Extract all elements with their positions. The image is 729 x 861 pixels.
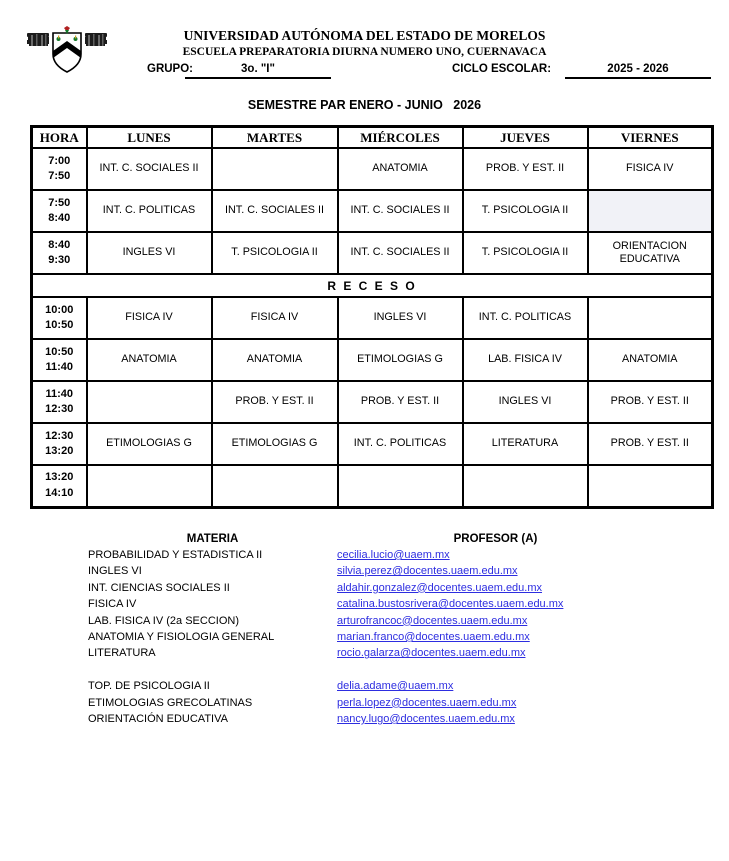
schedule-row bbox=[32, 297, 713, 339]
time-range-cell: 10:50 11:40 bbox=[32, 339, 87, 381]
class-cell: PROB. Y EST. II bbox=[463, 148, 588, 190]
class-cell bbox=[87, 465, 212, 507]
class-cell bbox=[588, 297, 713, 339]
profesor-email-link[interactable]: marian.franco@docentes.uaem.edu.mx bbox=[337, 630, 530, 643]
time-range-cell: 8:40 9:30 bbox=[32, 232, 87, 274]
class-cell: ORIENTACION EDUCATIVA bbox=[588, 232, 713, 274]
class-cell: PROB. Y EST. II bbox=[338, 381, 463, 423]
day-column-header: MIÉRCOLES bbox=[338, 127, 463, 149]
class-cell: T. PSICOLOGIA II bbox=[463, 232, 588, 274]
class-cell: ANATOMIA bbox=[338, 148, 463, 190]
class-cell bbox=[87, 381, 212, 423]
profesor-email-link[interactable]: silvia.perez@docentes.uaem.edu.mx bbox=[337, 565, 518, 578]
class-cell: LAB. FISICA IV bbox=[463, 339, 588, 381]
class-cell: ETIMOLOGIAS G bbox=[338, 339, 463, 381]
materia-name: TOP. DE PSICOLOGIA II bbox=[88, 680, 210, 693]
profesor-email-link[interactable]: nancy.lugo@docentes.uaem.edu.mx bbox=[337, 712, 515, 725]
hora-column-header: HORA bbox=[32, 127, 87, 149]
time-range-cell: 13:20 14:10 bbox=[32, 465, 87, 507]
class-cell: INGLES VI bbox=[463, 381, 588, 423]
class-cell: INT. C. POLITICAS bbox=[87, 190, 212, 232]
materia-name bbox=[88, 662, 337, 678]
schedule-row bbox=[32, 190, 713, 232]
schedule-row bbox=[32, 465, 713, 507]
class-cell: T. PSICOLOGIA II bbox=[212, 232, 338, 274]
materia-column-header: MATERIA bbox=[186, 532, 239, 545]
schedule-header-row bbox=[32, 127, 713, 149]
profesor-email-link[interactable]: delia.adame@uaem.mx bbox=[337, 680, 454, 693]
faculty-row bbox=[88, 678, 654, 694]
class-cell: FISICA IV bbox=[212, 297, 338, 339]
faculty-row bbox=[88, 596, 654, 612]
profesor-email-link[interactable]: aldahir.gonzalez@docentes.uaem.edu.mx bbox=[337, 581, 543, 594]
time-range-cell: 7:00 7:50 bbox=[32, 148, 87, 190]
faculty-headers bbox=[88, 531, 654, 547]
faculty-row bbox=[88, 695, 654, 711]
profesor-email-link[interactable]: catalina.bustosrivera@docentes.uaem.edu.mx bbox=[337, 598, 564, 611]
class-cell: PROB. Y EST. II bbox=[588, 423, 713, 465]
day-column-header: JUEVES bbox=[463, 127, 588, 149]
class-cell: INT. C. SOCIALES II bbox=[338, 190, 463, 232]
schedule-row bbox=[32, 232, 713, 274]
class-cell: INGLES VI bbox=[338, 297, 463, 339]
semester-title: SEMESTRE PAR ENERO - JUNIO 2026 bbox=[247, 98, 482, 112]
grupo-value: 3o. "I" bbox=[185, 63, 331, 79]
class-cell: PROB. Y EST. II bbox=[212, 381, 338, 423]
materia-name: LITERATURA bbox=[88, 647, 156, 660]
profesor-email-link[interactable]: perla.lopez@docentes.uaem.edu.mx bbox=[337, 696, 517, 709]
class-cell bbox=[463, 465, 588, 507]
receso-row bbox=[32, 274, 713, 297]
materia-name: PROBABILIDAD Y ESTADISTICA II bbox=[88, 548, 263, 561]
time-range-cell: 7:50 8:40 bbox=[32, 190, 87, 232]
materia-name: FISICA IV bbox=[88, 598, 137, 611]
receso-cell: R E C E S O bbox=[32, 274, 713, 297]
faculty-row bbox=[88, 580, 654, 596]
class-cell: ETIMOLOGIAS G bbox=[212, 423, 338, 465]
class-cell: FISICA IV bbox=[588, 148, 713, 190]
class-cell: ANATOMIA bbox=[87, 339, 212, 381]
materia-name: LAB. FISICA IV (2a SECCION) bbox=[88, 614, 239, 627]
time-range-cell: 12:30 13:20 bbox=[32, 423, 87, 465]
class-cell bbox=[588, 190, 713, 232]
schedule-row bbox=[32, 339, 713, 381]
class-cell: INT. C. SOCIALES II bbox=[212, 190, 338, 232]
schedule-row bbox=[32, 423, 713, 465]
day-column-header: MARTES bbox=[212, 127, 338, 149]
group-cycle-row bbox=[0, 63, 729, 83]
time-range-cell: 10:00 10:50 bbox=[32, 297, 87, 339]
materia-name: INGLES VI bbox=[88, 565, 142, 578]
schedule-table bbox=[30, 125, 714, 509]
class-cell: ETIMOLOGIAS G bbox=[87, 423, 212, 465]
class-cell: ANATOMIA bbox=[588, 339, 713, 381]
class-cell: LITERATURA bbox=[463, 423, 588, 465]
class-cell bbox=[212, 465, 338, 507]
grupo-label: GRUPO: bbox=[147, 63, 193, 75]
class-cell: PROB. Y EST. II bbox=[588, 381, 713, 423]
class-cell: ANATOMIA bbox=[212, 339, 338, 381]
faculty-row bbox=[88, 613, 654, 629]
class-cell: INT. C. POLITICAS bbox=[338, 423, 463, 465]
school-name: ESCUELA PREPARATORIA DIURNA NUMERO UNO, CUERNAVACA bbox=[182, 46, 547, 58]
class-cell: T. PSICOLOGIA II bbox=[463, 190, 588, 232]
materia-name: ANATOMIA Y FISIOLOGIA GENERAL bbox=[88, 630, 275, 643]
class-cell bbox=[338, 465, 463, 507]
day-column-header: LUNES bbox=[87, 127, 212, 149]
day-column-header: VIERNES bbox=[588, 127, 713, 149]
faculty-row bbox=[88, 563, 654, 579]
faculty-spacer-row bbox=[88, 662, 654, 678]
materia-name: ORIENTACIÓN EDUCATIVA bbox=[88, 712, 228, 725]
class-cell: FISICA IV bbox=[87, 297, 212, 339]
ciclo-escolar-label: CICLO ESCOLAR: bbox=[452, 63, 552, 75]
class-cell: INT. C. SOCIALES II bbox=[338, 232, 463, 274]
class-cell bbox=[588, 465, 713, 507]
class-cell bbox=[212, 148, 338, 190]
class-cell: INGLES VI bbox=[87, 232, 212, 274]
faculty-section bbox=[88, 531, 654, 728]
class-cell: INT. C. SOCIALES II bbox=[87, 148, 212, 190]
university-name: UNIVERSIDAD AUTÓNOMA DEL ESTADO DE MORELOS bbox=[183, 28, 546, 43]
class-cell: INT. C. POLITICAS bbox=[463, 297, 588, 339]
time-range-cell: 11:40 12:30 bbox=[32, 381, 87, 423]
schedule-row bbox=[32, 381, 713, 423]
profesor-email-link[interactable]: cecilia.lucio@uaem.mx bbox=[337, 548, 450, 561]
materia-name: ETIMOLOGIAS GRECOLATINAS bbox=[88, 696, 253, 709]
faculty-row bbox=[88, 547, 654, 563]
ciclo-escolar-value: 2025 - 2026 bbox=[565, 63, 711, 79]
schedule-row bbox=[32, 148, 713, 190]
faculty-row bbox=[88, 711, 654, 727]
profesor-email-link[interactable]: rocio.galarza@docentes.uaem.edu.mx bbox=[337, 647, 526, 660]
profesor-email-link[interactable]: arturofrancoc@docentes.uaem.edu.mx bbox=[337, 614, 528, 627]
materia-name: INT. CIENCIAS SOCIALES II bbox=[88, 581, 230, 594]
profesor-column-header: PROFESOR (A) bbox=[453, 532, 538, 545]
faculty-row bbox=[88, 645, 654, 661]
faculty-row bbox=[88, 629, 654, 645]
